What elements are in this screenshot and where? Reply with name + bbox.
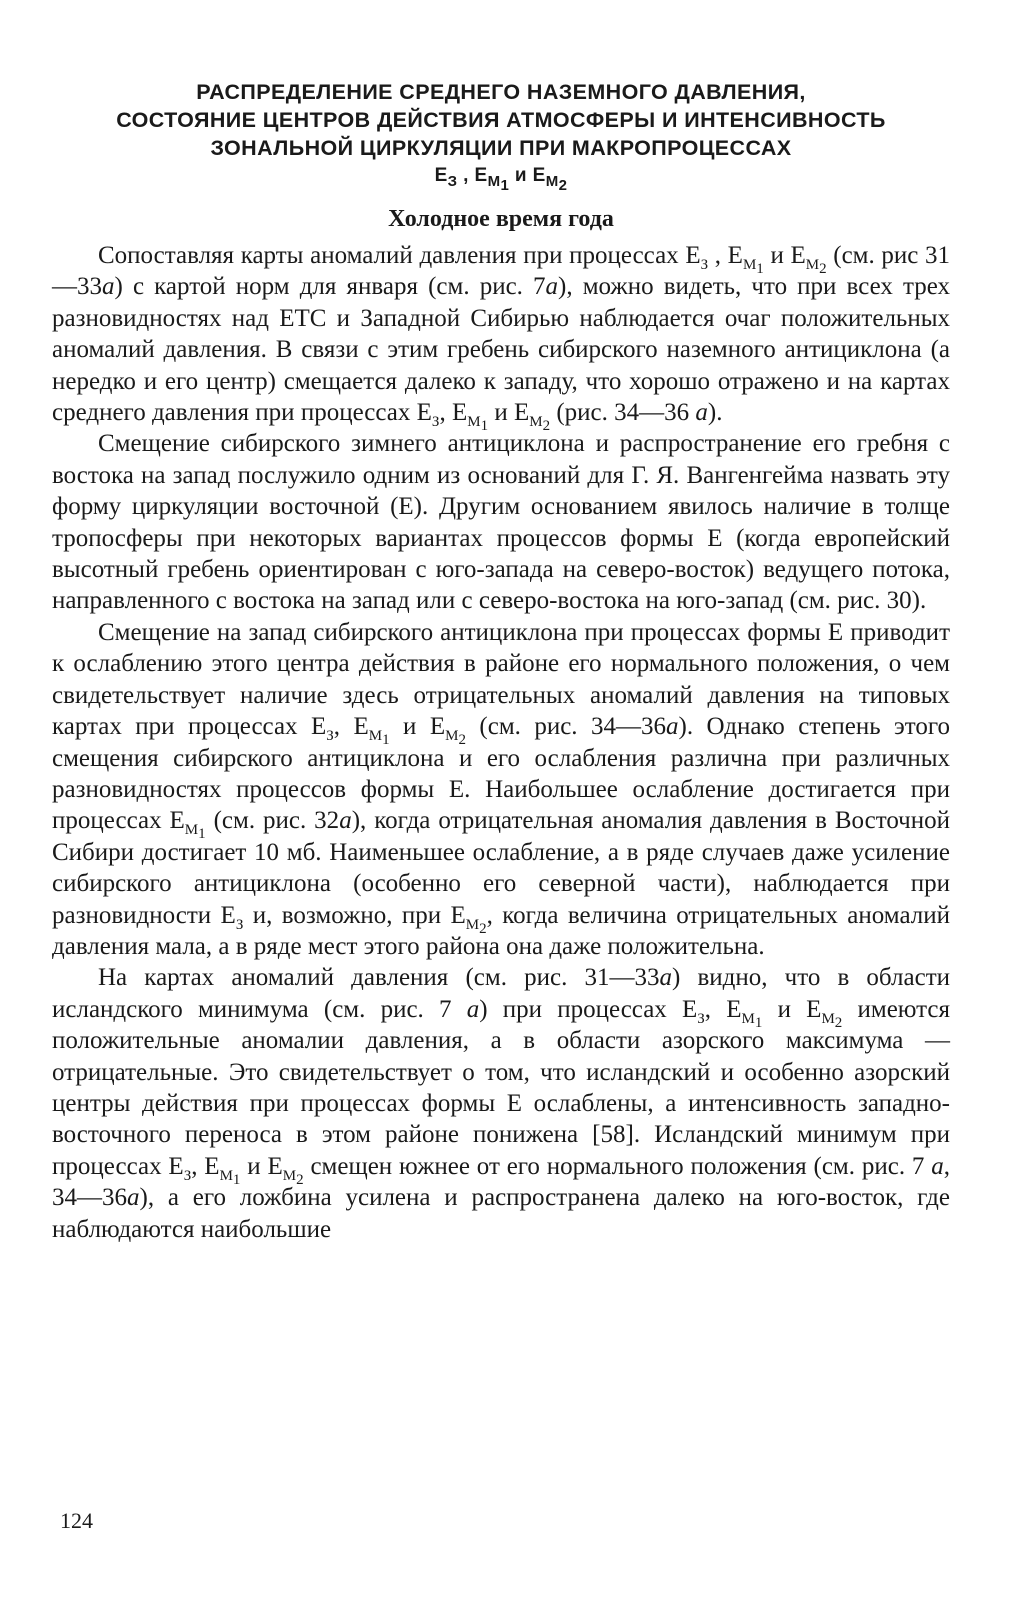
page — [52, 78, 950, 1245]
paragraph: Смещение на запад сибирского антициклона при процессах формы E приводит к ослаблению этого центра действия в районе его нормального положения, о чем свидетельствует наличие здесь отрицательных аномалий давления на типовых картах при процессах $E_З$, $E_{M_1}$ и $E_{M_2}$ (см. рис. 34—36а). Однако степень этого смещения сибирского антициклона и его ослабления различна при различных разновидностях процессов формы E. Наибольшее ослабление достигается при процессах $E_{M_1}$ (см. рис. 32а), когда отрицательная аномалия давления в Восточной Сибири достигает 10 мб. Наименьшее ослабление, а в ряде случаев даже усиление сибирского антициклона (особенно его северной части), наблюдается при разновидности $E_З$ и, возможно, при $E_{M_2}$, когда величина отрицательных аномалий давления мала, а в ряде мест этого района она даже положительна. — [52, 618, 951, 960]
subsection-title: Холодное время года — [388, 206, 614, 232]
heading-line-2: СОСТОЯНИЕ ЦЕНТРОВ ДЕЙСТВИЯ АТМОСФЕРЫ И ИНТЕНСИВНОСТЬ — [116, 108, 886, 132]
page-number: 124 — [60, 1508, 93, 1533]
heading-line-1: РАСПРЕДЕЛЕНИЕ СРЕДНЕГО НАЗЕМНОГО ДАВЛЕНИЯ, — [196, 80, 806, 104]
paragraph: Смещение сибирского зимнего антициклона и распространение его гребня с востока на запад послужило одним из оснований для Г. Я. Вангенгейма назвать эту форму циркуляции восточной (E). Другим основанием явилось наличие в толще тропосферы при некоторых вариантах процессов формы E (когда европейский высотный гребень ориентирован с юго-запада на северо-восток) ведущего потока, направленного с востока на запад или с северо-востока на юго-запад (см. рис. 30). — [52, 430, 950, 615]
body-text — [52, 240, 950, 1245]
heading-line-4: $E_З$ , $E_{M_1}$ и $E_{M_2}$ — [434, 165, 568, 194]
heading-line-3: ЗОНАЛЬНОЙ ЦИРКУЛЯЦИИ ПРИ МАКРОПРОЦЕССАХ — [210, 136, 792, 160]
paragraph: На картах аномалий давления (см. рис. 31—33а) видно, что в области исландского минимума (см. рис. 7 а) при процессах $E_З$, $E_{M_1}$ и $E_{M_2}$ имеются положительные аномалии давления, а в области азорского максимума — отрицательные. Это свидетельствует о том, что исландский и особенно азорский центры действия при процессах формы E ослаблены, а интенсивность западно-восточного переноса в этом районе понижена [58]. Исландский минимум при процессах $E_З$, $E_{M_1}$ и $E_{M_2}$ смещен южнее от его нормального положения (см. рис. 7 а, 34—36а), а его ложбина усилена и распространена далеко на юго-восток, где наблюдаются наибольшие — [52, 964, 951, 1243]
paragraph: Сопоставляя карты аномалий давления при процессах $E_З$ , $E_{M_1}$ и $E_{M_2}$ (см. рис 31—33а) с картой норм для января (см. рис. 7а), можно видеть, что при всех трех разновидностях над ЕТС и Западной Сибирью наблюдается очаг положительных аномалий давления. В связи с этим гребень сибирского наземного антициклона (а нередко и его центр) смещается далеко к западу, что хорошо отражено и на картах среднего давления при процессах $E_З$, $E_{M_1}$ и $E_{M_2}$ (рис. 34—36 а). — [52, 242, 951, 435]
section-heading — [52, 78, 950, 194]
